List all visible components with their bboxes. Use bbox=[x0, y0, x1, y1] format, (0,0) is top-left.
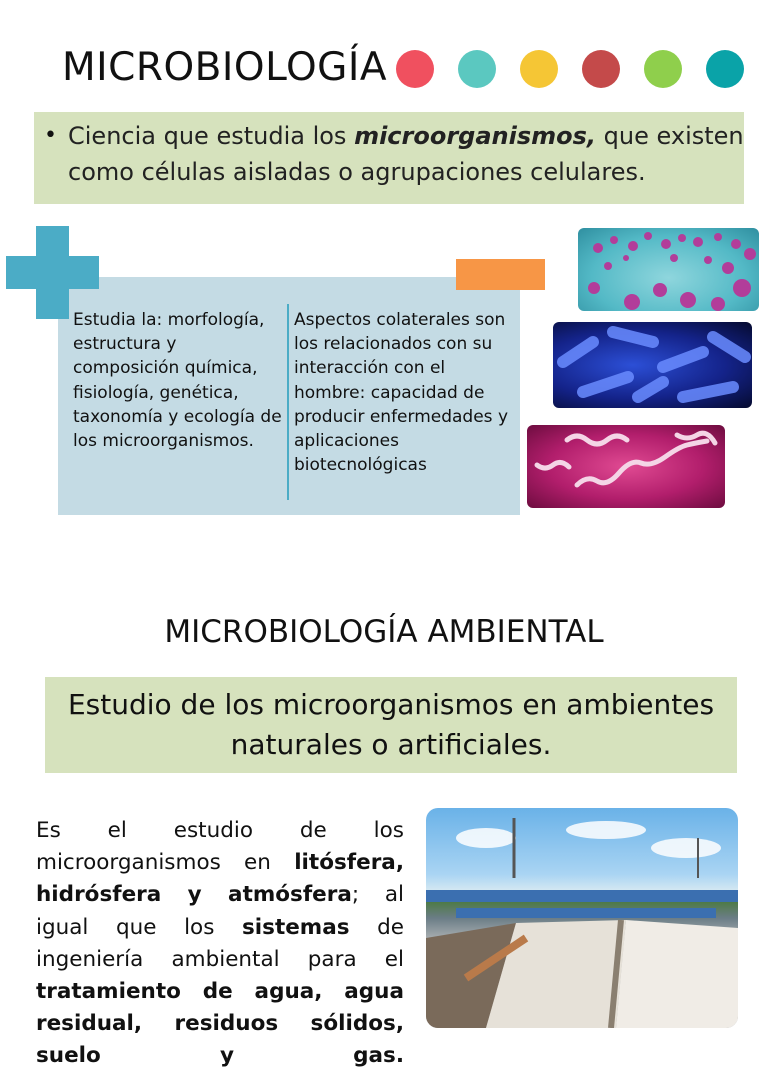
body-paragraph bbox=[36, 815, 404, 1073]
info-left-text: Estudia la: morfología, estructura y composición química, fisiología, genética, taxonomía y ecología de los microorganismos. bbox=[73, 310, 282, 452]
body-part: ; al igual que los bbox=[36, 882, 404, 940]
definition-box bbox=[34, 112, 744, 204]
color-dot bbox=[582, 50, 620, 88]
orange-accent-bar bbox=[456, 259, 545, 290]
ambiental-definition-box: Estudio de los microorganismos en ambientes naturales o artificiales. bbox=[45, 677, 737, 773]
body-part: de ingeniería ambiental para el bbox=[36, 914, 404, 972]
page-title: MICROBIOLOGÍA bbox=[62, 45, 388, 90]
info-right-text: Aspectos colaterales son los relacionados con su interacción con el hombre: capacidad de producir enfermedades y aplicaciones biotecnológicas bbox=[294, 310, 509, 476]
plus-icon-bar bbox=[6, 256, 99, 289]
body-bold: litósfera, hidrósfera y atmósfera bbox=[36, 850, 404, 908]
color-dot bbox=[396, 50, 434, 88]
section-title: MICROBIOLOGÍA AMBIENTAL bbox=[164, 614, 604, 650]
color-dot bbox=[644, 50, 682, 88]
color-dot bbox=[706, 50, 744, 88]
cocci-bacteria-image bbox=[578, 228, 759, 311]
spirochete-bacteria-image bbox=[527, 425, 725, 508]
bacilli-bacteria-image bbox=[553, 322, 752, 408]
water-treatment-plant-image bbox=[426, 808, 738, 1028]
body-part: Es el estudio de los microorganismos en bbox=[36, 818, 404, 876]
definition-before: Ciencia que estudia los bbox=[68, 122, 355, 150]
body-bold: sistemas bbox=[241, 914, 350, 940]
definition-text bbox=[68, 118, 744, 190]
column-divider bbox=[287, 304, 289, 500]
definition-after: que existen como células aisladas o agrupaciones celulares. bbox=[68, 122, 744, 186]
color-dot bbox=[520, 50, 558, 88]
bullet: • bbox=[44, 123, 57, 148]
definition-emphasis: microorganismos, bbox=[354, 122, 597, 150]
color-dot bbox=[458, 50, 496, 88]
body-bold: tratamiento de agua, agua residual, residuos sólidos, suelo y gas. bbox=[36, 979, 404, 1069]
